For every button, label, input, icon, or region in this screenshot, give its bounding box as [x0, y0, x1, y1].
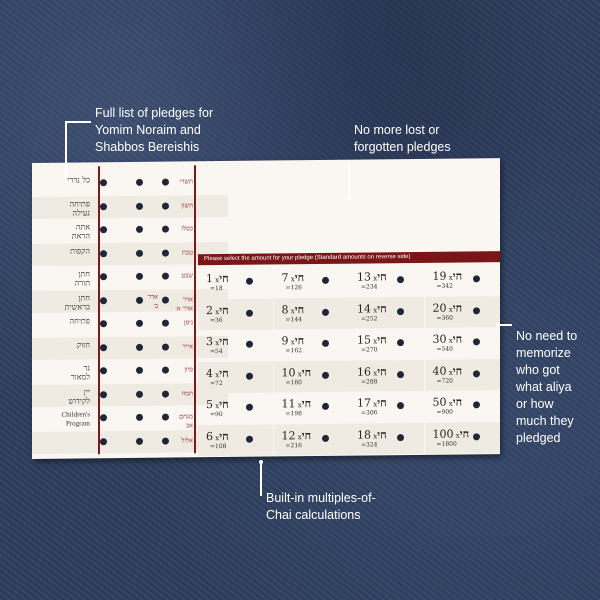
multiple-label [433, 395, 463, 408]
name-select-bullet[interactable] [136, 390, 143, 397]
aliya-select-bullet[interactable] [100, 344, 107, 351]
name-select-bullet[interactable] [136, 414, 143, 421]
amount-select-bullet[interactable] [322, 277, 329, 284]
month-select-bullet[interactable] [162, 273, 169, 280]
month-label: סיון [184, 365, 193, 374]
multiple-total: =900 [436, 408, 453, 416]
chai-symbol: חי [219, 397, 229, 412]
chai-symbol: חי [377, 270, 387, 284]
divider-line-right [194, 165, 196, 453]
times-sign: x [371, 431, 378, 440]
month-select-bullet[interactable] [162, 179, 169, 186]
times-sign: x [446, 273, 453, 282]
times-sign: x [446, 399, 453, 408]
chai-symbol: חי [219, 303, 229, 317]
pledge-row [32, 218, 228, 242]
month-select-bullet[interactable] [162, 414, 169, 421]
multiple-factor: 2 [206, 303, 213, 317]
chai-multiple-cell[interactable] [274, 266, 349, 298]
times-sign: x [295, 432, 302, 441]
multiple-total: =216 [285, 441, 302, 449]
month-label: חשון [181, 200, 193, 209]
aliya-label: כל נדרי [67, 175, 90, 185]
multiple-label [357, 365, 387, 378]
month-select-bullet[interactable] [162, 367, 169, 374]
multiple-label [282, 334, 305, 347]
multiple-factor: 12 [281, 428, 296, 442]
amount-select-bullet[interactable] [246, 435, 253, 442]
aliya-select-bullet[interactable] [100, 367, 107, 374]
month-select-bullet[interactable] [162, 226, 169, 233]
chai-multiple-cell[interactable] [349, 265, 424, 297]
aliya-select-bullet[interactable] [100, 414, 107, 421]
multiple-factor: 30 [432, 332, 447, 346]
multiple-total: =180 [285, 378, 302, 386]
chai-symbol: חי [301, 428, 312, 442]
multiple-label [282, 366, 312, 379]
amount-select-bullet[interactable] [473, 275, 480, 282]
divider-line-left [98, 166, 100, 454]
chai-symbol: חי [219, 366, 229, 380]
multiple-factor: 19 [432, 269, 447, 283]
times-sign: x [446, 368, 453, 377]
chai-symbol: חי [377, 301, 387, 315]
amount-select-bullet[interactable] [397, 339, 404, 346]
chai-multiple-cell[interactable] [349, 391, 424, 423]
multiple-total: =126 [285, 284, 302, 292]
aliya-select-bullet[interactable] [100, 226, 107, 233]
aliya-label: נר למאור [70, 363, 90, 382]
chai-symbol: חי [377, 364, 387, 378]
chai-symbol: חי [219, 271, 229, 286]
chai-symbol: חי [452, 395, 463, 409]
pointer-dot-pledge-list [64, 173, 68, 177]
chai-symbol: חי [452, 300, 463, 315]
chai-symbol: חי [377, 396, 387, 410]
chai-multiple-cell[interactable] [274, 392, 349, 424]
chai-multiple-cell[interactable] [198, 329, 273, 361]
pointer-line-memorize [498, 324, 512, 326]
month-select-bullet[interactable] [162, 249, 169, 256]
times-sign: x [371, 337, 378, 346]
chai-symbol: חי [452, 332, 463, 346]
extra-month-label: אדר ב׳ [147, 292, 158, 310]
multiple-label [357, 302, 387, 315]
multiple-factor: 10 [281, 365, 296, 379]
name-select-bullet[interactable] [136, 320, 143, 327]
pointer-dot-memorize [496, 323, 500, 327]
name-select-bullet[interactable] [136, 343, 143, 350]
callout-no-memorize: No need to memorize who got what aliya or how much they pledged [516, 329, 578, 445]
month-label: אייר [182, 341, 193, 350]
aliya-label: הקפות [70, 245, 90, 256]
chai-symbol: חי [452, 363, 463, 378]
multiple-label [206, 398, 229, 411]
amount-select-bullet[interactable] [397, 371, 404, 378]
multiple-label [206, 429, 229, 442]
multiple-total: =252 [361, 314, 378, 323]
chai-multiple-cell[interactable] [425, 296, 500, 328]
month-label: שבט [181, 271, 193, 280]
aliya-select-bullet[interactable] [100, 297, 107, 304]
amount-select-bullet[interactable] [246, 278, 253, 285]
chai-multiple-cell[interactable] [425, 264, 500, 296]
multiple-factor: 20 [432, 301, 447, 315]
chai-multiple-cell[interactable] [349, 359, 424, 391]
multiple-factor: 50 [432, 395, 447, 409]
amount-select-bullet[interactable] [473, 370, 480, 377]
name-select-bullet[interactable] [136, 367, 143, 374]
multiple-label [206, 303, 229, 316]
chai-symbol: חי [301, 397, 312, 411]
multiple-label [433, 364, 463, 377]
chai-symbol: חי [294, 271, 305, 285]
chai-multiple-cell[interactable] [274, 297, 349, 329]
amount-select-bullet[interactable] [322, 403, 329, 410]
multiple-factor: 17 [357, 396, 371, 410]
multiple-total: =162 [285, 347, 302, 355]
month-select-bullet[interactable] [162, 320, 169, 327]
chai-symbol: חי [301, 365, 312, 379]
aliya-label: חתן תורה [74, 269, 90, 288]
multiple-factor: 14 [357, 301, 371, 316]
multiple-total: =144 [285, 315, 302, 323]
multiple-factor: 9 [281, 334, 289, 348]
chai-multiple-cell[interactable] [198, 298, 273, 330]
times-sign: x [371, 368, 378, 377]
pointer-dot-lost-pledges [347, 196, 351, 200]
aliya-select-bullet[interactable] [100, 391, 107, 398]
chai-symbol: חי [219, 429, 229, 443]
chai-multiple-cell[interactable] [198, 266, 273, 298]
multiple-factor: 16 [357, 364, 371, 379]
multiple-label [206, 366, 229, 379]
multiple-total: =288 [361, 377, 378, 386]
times-sign: x [446, 336, 453, 345]
amount-select-bullet[interactable] [246, 309, 253, 316]
amount-select-bullet[interactable] [397, 402, 404, 409]
chai-multiples-grid [198, 264, 500, 457]
multiple-factor: 13 [357, 270, 371, 284]
multiple-total: =306 [361, 409, 378, 417]
times-sign: x [371, 305, 378, 314]
chai-multiple-cell[interactable] [349, 422, 424, 454]
month-label: מנחם אב [179, 412, 193, 430]
amount-select-bullet[interactable] [246, 372, 253, 379]
aliya-label: חתן בראשית [64, 292, 90, 312]
multiple-total: =108 [210, 442, 227, 450]
multiple-label [433, 301, 463, 314]
times-sign: x [213, 339, 220, 348]
multiple-factor: 11 [281, 397, 296, 411]
chai-symbol: חי [294, 334, 305, 348]
month-select-bullet[interactable] [162, 437, 169, 444]
amount-select-bullet[interactable] [322, 434, 329, 441]
aliya-label: פתיחה [69, 316, 90, 326]
month-label: כסלו [181, 224, 193, 233]
name-select-bullet[interactable] [136, 226, 143, 233]
month-label: ניסן [183, 318, 193, 327]
aliya-label: פתיחה נעילה [69, 198, 90, 218]
callout-chai-calculations: Built-in multiples-of- Chai calculations [266, 491, 376, 522]
chai-multiple-cell[interactable] [425, 390, 500, 422]
multiple-factor: 1 [206, 272, 213, 286]
chai-symbol: חי [219, 334, 229, 349]
times-sign: x [446, 305, 453, 314]
amount-select-bullet[interactable] [397, 434, 404, 441]
aliya-select-bullet[interactable] [100, 320, 107, 327]
times-sign: x [371, 400, 378, 409]
multiple-factor: 6 [206, 429, 213, 443]
multiple-label [357, 333, 387, 346]
multiple-factor: 4 [206, 366, 213, 380]
chai-symbol: חי [452, 269, 463, 283]
multiple-total: =540 [436, 345, 453, 353]
multiple-factor: 15 [357, 333, 371, 347]
multiple-label [206, 335, 229, 348]
multiple-label [433, 269, 463, 282]
aliya-select-bullet[interactable] [100, 438, 107, 445]
aliya-select-bullet[interactable] [100, 250, 107, 257]
chai-multiple-cell[interactable] [425, 327, 500, 359]
multiple-label [282, 303, 305, 316]
times-sign: x [213, 276, 220, 285]
month-select-bullet[interactable] [162, 202, 169, 209]
multiple-label [357, 270, 387, 283]
name-select-bullet[interactable] [136, 437, 143, 444]
times-sign: x [288, 275, 295, 284]
pledge-amount-banner: Please select the amount for your pledge (Standard amounts on reverse side) [198, 251, 500, 265]
callout-pledge-list: Full list of pledges for Yomim Noraim and Shabbos Bereishis [95, 106, 214, 154]
aliya-label: Children's Program [61, 410, 90, 428]
aliya-label [34, 434, 90, 435]
multiple-factor: 3 [206, 335, 213, 349]
amount-select-bullet[interactable] [246, 404, 253, 411]
amount-select-bullet[interactable] [322, 340, 329, 347]
aliya-select-bullet[interactable] [100, 273, 107, 280]
multiple-factor: 8 [281, 302, 289, 316]
callout-no-lost-pledges: No more lost or forgotten pledges [354, 123, 451, 154]
multiple-factor: 40 [432, 364, 447, 378]
amount-select-bullet[interactable] [473, 307, 480, 314]
times-sign: x [288, 306, 295, 315]
multiple-factor: 7 [281, 271, 289, 285]
multiple-total: =324 [361, 440, 378, 449]
multiple-total: =720 [436, 377, 453, 385]
chai-symbol: חי [459, 426, 470, 441]
month-select-bullet[interactable] [162, 390, 169, 397]
multiple-total: =234 [361, 283, 378, 291]
multiple-total: =360 [436, 314, 453, 322]
pointer-line-lost-pledges [348, 162, 350, 198]
multiple-total: =72 [210, 379, 223, 387]
times-sign: x [371, 274, 378, 283]
name-select-bullet[interactable] [136, 273, 143, 280]
month-label: אלול [181, 435, 193, 444]
chai-symbol: חי [377, 333, 387, 347]
multiple-total: =36 [210, 316, 223, 324]
multiple-label [206, 272, 229, 285]
aliya-select-bullet[interactable] [100, 179, 107, 186]
amount-select-bullet[interactable] [473, 401, 480, 408]
multiple-label [433, 427, 470, 440]
times-sign: x [295, 369, 302, 378]
multiple-label [357, 428, 387, 441]
name-select-bullet[interactable] [136, 179, 143, 186]
aliya-select-bullet[interactable] [100, 203, 107, 210]
pointer-line-pledge-list-down [65, 121, 67, 175]
multiple-total: =198 [285, 410, 302, 418]
month-label: תמוז [181, 388, 193, 397]
multiple-total: =270 [361, 346, 378, 354]
multiple-total: =90 [210, 411, 223, 419]
times-sign: x [453, 431, 460, 440]
month-select-bullet[interactable] [162, 343, 169, 350]
chai-multiple-cell[interactable] [349, 328, 424, 360]
name-select-bullet[interactable] [136, 202, 143, 209]
pledge-row [32, 194, 228, 218]
pointer-line-chai [260, 462, 262, 496]
chai-symbol: חי [294, 302, 305, 316]
pledge-row [32, 171, 228, 195]
amount-select-bullet[interactable] [397, 308, 404, 315]
multiple-total: =18 [210, 285, 223, 293]
name-select-bullet[interactable] [136, 249, 143, 256]
pointer-line-pledge-list [66, 121, 91, 123]
times-sign: x [288, 338, 295, 347]
multiple-total: =54 [210, 348, 223, 356]
chai-multiple-cell[interactable] [198, 361, 273, 393]
month-label: אדר אדר א׳ [175, 294, 193, 312]
multiple-factor: 5 [206, 398, 213, 412]
chai-multiple-cell[interactable] [274, 360, 349, 392]
chai-multiple-cell[interactable] [198, 424, 273, 456]
chai-multiple-cell[interactable] [274, 423, 349, 455]
aliya-label: יין לקידוש [68, 386, 90, 406]
chai-symbol: חי [377, 427, 387, 441]
chai-multiple-cell[interactable] [274, 329, 349, 361]
chai-multiple-cell[interactable] [425, 422, 500, 454]
amount-select-bullet[interactable] [246, 341, 253, 348]
amount-select-bullet[interactable] [397, 276, 404, 283]
amount-select-bullet[interactable] [322, 308, 329, 315]
chai-multiple-cell[interactable] [198, 392, 273, 424]
multiple-label [357, 396, 387, 409]
multiple-total: =342 [436, 282, 453, 290]
times-sign: x [295, 401, 302, 410]
amount-select-bullet[interactable] [322, 371, 329, 378]
multiple-label [282, 429, 312, 442]
amount-select-bullet[interactable] [473, 433, 480, 440]
chai-multiple-cell[interactable] [425, 359, 500, 391]
times-sign: x [213, 402, 220, 411]
multiple-factor: 100 [432, 427, 454, 441]
times-sign: x [213, 370, 220, 379]
multiple-factor: 18 [357, 427, 371, 442]
month-label: תשרי [179, 177, 193, 186]
aliya-label: חזוק [76, 339, 90, 350]
month-label: טבת [181, 247, 193, 256]
multiple-label [282, 271, 305, 284]
chai-multiple-cell[interactable] [349, 296, 424, 328]
multiple-label [433, 332, 463, 345]
pointer-dot-chai [259, 460, 263, 464]
times-sign: x [213, 433, 220, 442]
month-select-bullet[interactable] [162, 296, 169, 303]
multiple-label [282, 397, 312, 410]
aliya-label: אתה הראת [71, 222, 90, 241]
amount-select-bullet[interactable] [473, 338, 480, 345]
pledge-card [32, 158, 500, 459]
multiple-total: =1800 [436, 440, 457, 448]
times-sign: x [213, 307, 220, 316]
